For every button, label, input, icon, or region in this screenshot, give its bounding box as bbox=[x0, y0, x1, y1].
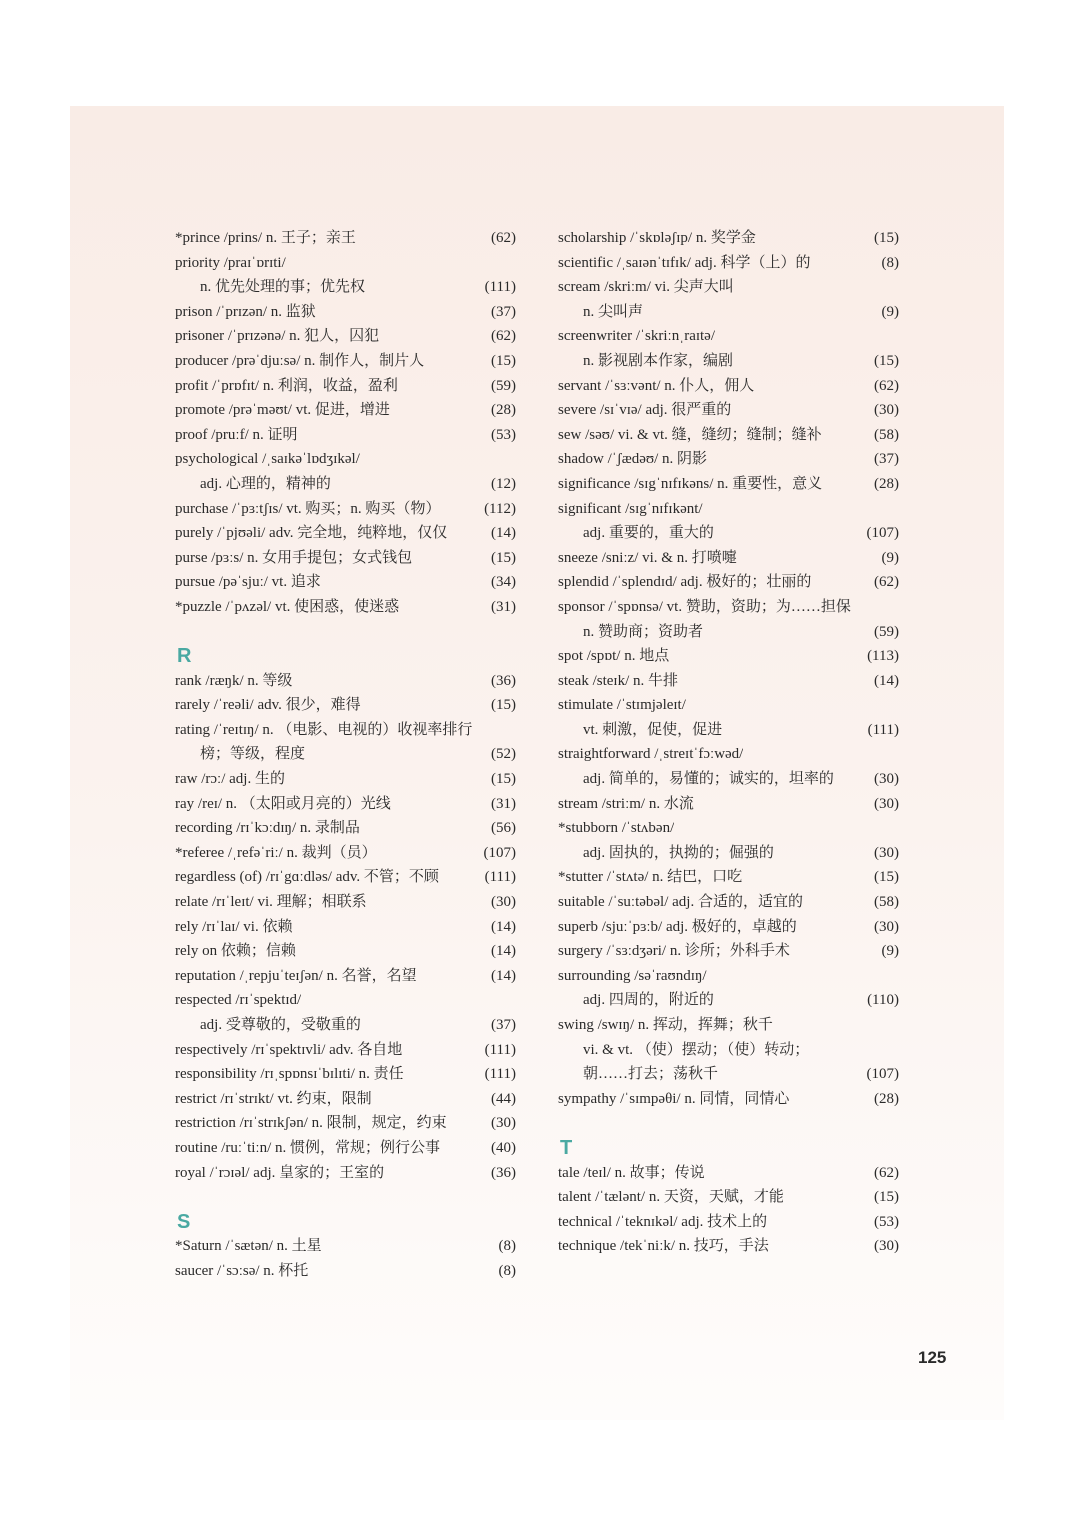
glossary-entry bbox=[175, 447, 516, 472]
entry-page-ref: (8) bbox=[498, 1262, 516, 1279]
entry-text: vi. & vt. （使）摆动；（使）转动； bbox=[583, 1041, 810, 1058]
entry-text: severe /sɪˈvɪə/ adj. 很严重的 bbox=[558, 402, 732, 419]
entry-text: n. 影视剧本作家，编剧 bbox=[583, 352, 734, 369]
glossary-entry bbox=[175, 1087, 516, 1112]
entry-page-ref: (15) bbox=[491, 352, 516, 369]
entry-text: adj. 受尊敬的，受敬重的 bbox=[200, 1017, 361, 1033]
glossary-entry bbox=[558, 890, 899, 915]
entry-page-ref: (58) bbox=[874, 426, 899, 443]
glossary-entry bbox=[558, 1013, 899, 1038]
glossary-entry bbox=[558, 865, 899, 890]
entry-page-ref bbox=[512, 251, 516, 276]
entry-text: rely /rɪˈlaɪ/ vi. 依赖 bbox=[175, 918, 293, 935]
glossary-entry bbox=[558, 349, 899, 374]
entry-text: rating /ˈreɪtɪŋ/ n. （电影、电视的）收视率排行 bbox=[175, 721, 473, 738]
entry-page-ref: (107) bbox=[483, 844, 516, 861]
entry-text: *stubborn /ˈstʌbən/ bbox=[558, 820, 675, 837]
entry-page-ref bbox=[895, 497, 899, 522]
entry-text: 榜；等级，程度 bbox=[200, 746, 306, 763]
entry-page-ref bbox=[895, 816, 899, 841]
entry-page-ref: (28) bbox=[491, 402, 516, 419]
entry-text: straightforward /ˌstreɪtˈfɔːwəd/ bbox=[558, 746, 744, 763]
entry-text: saucer /ˈsɔːsə/ n. 杯托 bbox=[175, 1262, 309, 1279]
entry-text: scientific /ˌsaɪənˈtɪfɪk/ adj. 科学（上）的 bbox=[558, 254, 811, 271]
glossary-entry bbox=[175, 964, 516, 989]
glossary-entry bbox=[558, 1038, 899, 1063]
entry-text: servant /ˈsɜːvənt/ n. 仆人，佣人 bbox=[558, 377, 755, 394]
entry-text: superb /sjuːˈpɜːb/ adj. 极好的，卓越的 bbox=[558, 918, 797, 935]
glossary-entry bbox=[558, 570, 899, 595]
entry-page-ref bbox=[512, 988, 516, 1013]
entry-text: purchase /ˈpɜːtʃɪs/ vt. 购买；n. 购买（物） bbox=[175, 500, 441, 517]
glossary-entry bbox=[175, 865, 516, 890]
entry-page-ref: (15) bbox=[491, 771, 516, 788]
entry-text: tale /teɪl/ n. 故事；传说 bbox=[558, 1164, 705, 1181]
entry-text: purely /ˈpjʊəli/ adv. 完全地，纯粹地，仅仅 bbox=[175, 525, 448, 542]
entry-text: respected /rɪˈspektɪd/ bbox=[175, 992, 302, 1009]
glossary-entry bbox=[558, 497, 899, 522]
page-number: 125 bbox=[918, 1348, 947, 1367]
entry-page-ref: (53) bbox=[491, 426, 516, 443]
section-spacer bbox=[175, 1185, 516, 1210]
section-letter-heading: S bbox=[177, 1210, 191, 1233]
entry-page-ref: (9) bbox=[881, 943, 899, 960]
entry-text: producer /prəˈdjuːsə/ n. 制作人，制片人 bbox=[175, 352, 425, 369]
glossary-entry bbox=[558, 718, 899, 743]
glossary-entry bbox=[558, 964, 899, 989]
entry-text: splendid /ˈsplendɪd/ adj. 极好的；壮丽的 bbox=[558, 574, 812, 591]
entry-text: *Saturn /ˈsætən/ n. 土星 bbox=[175, 1238, 322, 1255]
glossary-entry bbox=[175, 841, 516, 866]
glossary-entry bbox=[175, 1038, 516, 1063]
entry-text: n. 尖叫声 bbox=[583, 303, 644, 320]
entry-text: scream /skriːm/ vi. 尖声大叫 bbox=[558, 279, 734, 296]
entry-page-ref: (111) bbox=[867, 721, 899, 738]
glossary-entry bbox=[558, 447, 899, 472]
glossary-entry bbox=[175, 742, 516, 767]
glossary-entry bbox=[558, 521, 899, 546]
entry-text: adj. 简单的，易懂的；诚实的，坦率的 bbox=[583, 771, 834, 788]
glossary-entry bbox=[558, 620, 899, 645]
section-spacer bbox=[175, 620, 516, 645]
glossary-entry bbox=[175, 226, 516, 251]
entry-page-ref: (36) bbox=[491, 672, 516, 689]
entry-page-ref: (14) bbox=[491, 943, 516, 960]
entry-page-ref: (31) bbox=[491, 795, 516, 812]
entry-page-ref: (110) bbox=[867, 992, 899, 1009]
glossary-entry bbox=[558, 1161, 899, 1186]
right-column bbox=[558, 226, 899, 1259]
entry-text: recording /rɪˈkɔːdɪŋ/ n. 录制品 bbox=[175, 820, 360, 837]
entry-text: restrict /rɪˈstrɪkt/ vt. 约束，限制 bbox=[175, 1090, 372, 1107]
entry-text: routine /ruːˈtiːn/ n. 惯例，常规；例行公事 bbox=[175, 1139, 440, 1156]
entry-text: *stutter /ˈstʌtə/ n. 结巴，口吃 bbox=[558, 869, 743, 886]
entry-text: stream /striːm/ n. 水流 bbox=[558, 795, 694, 812]
entry-text: sneeze /sniːz/ vi. & n. 打喷嚏 bbox=[558, 549, 737, 566]
glossary-entry bbox=[558, 767, 899, 792]
entry-text: n. 赞助商；资助者 bbox=[583, 623, 704, 640]
glossary-entry bbox=[175, 570, 516, 595]
entry-page-ref: (59) bbox=[491, 377, 516, 394]
entry-text: rely on 依赖；信赖 bbox=[175, 943, 296, 960]
entry-page-ref: (9) bbox=[881, 303, 899, 320]
entry-page-ref: (30) bbox=[874, 844, 899, 861]
entry-page-ref: (28) bbox=[874, 475, 899, 492]
entry-text: promote /prəˈməʊt/ vt. 促进，增进 bbox=[175, 402, 390, 419]
entry-text: scholarship /ˈskɒləʃɪp/ n. 奖学金 bbox=[558, 230, 756, 246]
entry-text: 朝……打去；荡秋千 bbox=[583, 1066, 719, 1083]
entry-page-ref: (111) bbox=[484, 1066, 516, 1083]
entry-page-ref: (34) bbox=[491, 574, 516, 591]
entry-text: royal /ˈrɔɪəl/ adj. 皇家的；王室的 bbox=[175, 1164, 385, 1181]
entry-page-ref: (36) bbox=[491, 1164, 516, 1181]
entry-page-ref bbox=[895, 1038, 899, 1063]
entry-page-ref: (30) bbox=[874, 771, 899, 788]
entry-page-ref: (14) bbox=[491, 525, 516, 542]
entry-page-ref bbox=[895, 275, 899, 300]
entry-page-ref: (30) bbox=[874, 402, 899, 419]
entry-text: surrounding /səˈraʊndɪŋ/ bbox=[558, 967, 707, 984]
entry-text: rarely /ˈreəli/ adv. 很少，难得 bbox=[175, 697, 361, 714]
entry-page-ref: (44) bbox=[491, 1090, 516, 1107]
glossary-entry bbox=[558, 324, 899, 349]
entry-page-ref: (111) bbox=[484, 869, 516, 886]
entry-text: responsibility /rɪˌspɒnsɪˈbɪlɪti/ n. 责任 bbox=[175, 1066, 404, 1083]
entry-text: suitable /ˈsuːtəbəl/ adj. 合适的，适宜的 bbox=[558, 894, 803, 911]
entry-text: reputation /ˌrepjuˈteɪʃən/ n. 名誉，名望 bbox=[175, 967, 417, 984]
glossary-entry bbox=[558, 792, 899, 817]
entry-page-ref: (53) bbox=[874, 1213, 899, 1230]
glossary-entry bbox=[558, 226, 899, 251]
glossary-entry bbox=[175, 251, 516, 276]
entry-text: talent /ˈtælənt/ n. 天资，天赋，才能 bbox=[558, 1189, 784, 1206]
entry-page-ref: (52) bbox=[491, 746, 516, 763]
entry-text: relate /rɪˈleɪt/ vi. 理解；相联系 bbox=[175, 894, 367, 911]
entry-page-ref: (15) bbox=[874, 1189, 899, 1206]
glossary-entry bbox=[558, 1234, 899, 1259]
glossary-entry bbox=[175, 521, 516, 546]
glossary-entry bbox=[175, 939, 516, 964]
entry-text: regardless (of) /rɪˈgɑːdləs/ adv. 不管；不顾 bbox=[175, 869, 439, 886]
entry-page-ref: (8) bbox=[498, 1238, 516, 1255]
entry-text: adj. 固执的，执拗的；倔强的 bbox=[583, 844, 774, 861]
entry-page-ref: (62) bbox=[491, 230, 516, 246]
entry-page-ref: (30) bbox=[874, 918, 899, 935]
glossary-entry bbox=[175, 472, 516, 497]
entry-text: significance /sɪgˈnɪfɪkəns/ n. 重要性，意义 bbox=[558, 475, 823, 492]
entry-text: *prince /prins/ n. 王子；亲王 bbox=[175, 230, 356, 246]
glossary-entry bbox=[175, 792, 516, 817]
entry-page-ref: (28) bbox=[874, 1090, 899, 1107]
glossary-entry bbox=[175, 374, 516, 399]
entry-page-ref: (40) bbox=[491, 1139, 516, 1156]
entry-page-ref bbox=[895, 964, 899, 989]
entry-text: pursue /pəˈsjuː/ vt. 追求 bbox=[175, 574, 321, 591]
section-letter-heading: R bbox=[177, 645, 192, 668]
entry-page-ref: (56) bbox=[491, 820, 516, 837]
glossary-entry bbox=[558, 742, 899, 767]
entry-text: significant /sɪgˈnɪfɪkənt/ bbox=[558, 500, 703, 517]
entry-page-ref: (113) bbox=[867, 648, 899, 665]
entry-page-ref: (112) bbox=[484, 500, 516, 517]
entry-text: vt. 刺激，促使，促进 bbox=[583, 721, 723, 738]
entry-page-ref: (62) bbox=[874, 1164, 899, 1181]
glossary-entry bbox=[175, 349, 516, 374]
entry-text: *referee /ˌrefəˈriː/ n. 裁判（员） bbox=[175, 844, 377, 861]
glossary-entry bbox=[558, 251, 899, 276]
glossary-entry bbox=[558, 644, 899, 669]
entry-text: n. 优先处理的事；优先权 bbox=[200, 279, 366, 296]
glossary-entry bbox=[175, 915, 516, 940]
entry-text: surgery /ˈsɜːdʒəri/ n. 诊所；外科手术 bbox=[558, 943, 790, 960]
entry-text: ray /reɪ/ n. （太阳或月亮的）光线 bbox=[175, 795, 391, 812]
entry-text: rank /ræŋk/ n. 等级 bbox=[175, 672, 293, 689]
entry-page-ref: (15) bbox=[491, 549, 516, 566]
entry-text: sew /səʊ/ vi. & vt. 缝，缝纫；缝制；缝补 bbox=[558, 426, 822, 443]
entry-page-ref: (107) bbox=[866, 1066, 899, 1083]
entry-page-ref: (30) bbox=[874, 1238, 899, 1255]
glossary-entry bbox=[558, 374, 899, 399]
glossary-entry bbox=[175, 1161, 516, 1186]
entry-text: adj. 重要的，重大的 bbox=[583, 525, 714, 542]
entry-page-ref: (62) bbox=[874, 574, 899, 591]
glossary-entry bbox=[558, 398, 899, 423]
entry-text: psychological /ˌsaɪkəˈlɒdʒɪkəl/ bbox=[175, 451, 360, 468]
entry-page-ref: (59) bbox=[874, 623, 899, 640]
glossary-entry bbox=[558, 546, 899, 571]
entry-page-ref bbox=[512, 447, 516, 472]
entry-page-ref: (14) bbox=[491, 967, 516, 984]
entry-page-ref: (14) bbox=[491, 918, 516, 935]
entry-page-ref: (15) bbox=[874, 230, 899, 246]
glossary-entry bbox=[558, 816, 899, 841]
entry-page-ref bbox=[895, 324, 899, 349]
entry-text: shadow /ˈʃædəʊ/ n. 阴影 bbox=[558, 451, 708, 468]
entry-text: technical /ˈteknɪkəl/ adj. 技术上的 bbox=[558, 1213, 768, 1230]
entry-page-ref: (9) bbox=[881, 549, 899, 566]
entry-text: profit /ˈprɒfɪt/ n. 利润，收益，盈利 bbox=[175, 377, 398, 394]
glossary-entry bbox=[558, 1087, 899, 1112]
entry-page-ref: (30) bbox=[491, 1115, 516, 1132]
glossary-entry bbox=[175, 767, 516, 792]
glossary-entry bbox=[175, 1234, 516, 1259]
entry-text: prisoner /ˈprɪzənə/ n. 犯人，囚犯 bbox=[175, 328, 380, 345]
glossary-entry bbox=[175, 693, 516, 718]
glossary-entry bbox=[558, 1062, 899, 1087]
entry-page-ref bbox=[895, 1013, 899, 1038]
glossary-entry bbox=[558, 300, 899, 325]
glossary-entry bbox=[175, 1136, 516, 1161]
entry-page-ref: (111) bbox=[484, 279, 516, 296]
entry-page-ref: (15) bbox=[874, 869, 899, 886]
glossary-entry bbox=[558, 275, 899, 300]
entry-text: screenwriter /ˈskriːnˌraɪtə/ bbox=[558, 328, 716, 345]
glossary-entry bbox=[175, 423, 516, 448]
glossary-entry bbox=[558, 915, 899, 940]
entry-page-ref: (107) bbox=[866, 525, 899, 542]
entry-text: adj. 心理的，精神的 bbox=[200, 475, 331, 492]
glossary-entry bbox=[558, 1185, 899, 1210]
glossary-entry bbox=[175, 816, 516, 841]
entry-text: proof /pruːf/ n. 证明 bbox=[175, 426, 298, 443]
glossary-entry bbox=[175, 497, 516, 522]
glossary-entry bbox=[175, 1259, 516, 1284]
entry-text: raw /rɔː/ adj. 生的 bbox=[175, 771, 285, 788]
entry-page-ref: (8) bbox=[881, 254, 899, 271]
entry-text: steak /steɪk/ n. 牛排 bbox=[558, 672, 678, 689]
entry-text: sympathy /ˈsɪmpəθi/ n. 同情，同情心 bbox=[558, 1090, 790, 1107]
entry-text: swing /swɪŋ/ n. 挥动，挥舞；秋千 bbox=[558, 1017, 773, 1033]
glossary-entry bbox=[175, 546, 516, 571]
glossary-entry bbox=[175, 324, 516, 349]
entry-page-ref: (62) bbox=[491, 328, 516, 345]
entry-page-ref: (37) bbox=[491, 1017, 516, 1033]
entry-page-ref: (15) bbox=[491, 697, 516, 714]
entry-text: adj. 四周的，附近的 bbox=[583, 992, 714, 1009]
entry-text: technique /tekˈniːk/ n. 技巧，手法 bbox=[558, 1238, 769, 1255]
entry-page-ref: (37) bbox=[874, 451, 899, 468]
entry-page-ref: (111) bbox=[484, 1041, 516, 1058]
glossary-entry bbox=[175, 718, 516, 743]
glossary-entry bbox=[175, 1062, 516, 1087]
entry-text: spot /spɒt/ n. 地点 bbox=[558, 648, 670, 665]
entry-text: purse /pɜːs/ n. 女用手提包；女式钱包 bbox=[175, 549, 413, 566]
entry-text: prison /ˈprɪzən/ n. 监狱 bbox=[175, 303, 316, 320]
section-spacer bbox=[558, 1111, 899, 1136]
entry-page-ref: (30) bbox=[491, 894, 516, 911]
section-letter-heading: T bbox=[560, 1136, 573, 1159]
glossary-entry bbox=[175, 988, 516, 1013]
glossary-entry bbox=[175, 398, 516, 423]
glossary-entry bbox=[175, 275, 516, 300]
entry-page-ref: (62) bbox=[874, 377, 899, 394]
entry-text: sponsor /ˈspɒnsə/ vt. 赞助，资助；为……担保 bbox=[558, 598, 851, 615]
glossary-entry bbox=[558, 939, 899, 964]
entry-page-ref: (15) bbox=[874, 352, 899, 369]
entry-text: respectively /rɪˈspektɪvli/ adv. 各自地 bbox=[175, 1041, 403, 1058]
glossary-entry bbox=[558, 423, 899, 448]
entry-text: *puzzle /ˈpʌzəl/ vt. 使困惑，使迷惑 bbox=[175, 598, 400, 615]
glossary-entry bbox=[558, 841, 899, 866]
entry-text: priority /praɪˈɒrɪti/ bbox=[175, 254, 286, 271]
glossary-entry bbox=[175, 1013, 516, 1038]
glossary-entry bbox=[175, 300, 516, 325]
entry-page-ref: (37) bbox=[491, 303, 516, 320]
entry-text: restriction /rɪˈstrɪkʃən/ n. 限制，规定，约束 bbox=[175, 1115, 447, 1132]
glossary-entry bbox=[175, 595, 516, 620]
glossary-entry bbox=[558, 669, 899, 694]
glossary-entry bbox=[558, 1210, 899, 1235]
glossary-entry bbox=[558, 988, 899, 1013]
left-column bbox=[175, 226, 516, 1284]
glossary-entry bbox=[558, 693, 899, 718]
entry-page-ref bbox=[895, 693, 899, 718]
glossary-entry bbox=[175, 669, 516, 694]
entry-page-ref: (31) bbox=[491, 598, 516, 615]
glossary-entry bbox=[558, 472, 899, 497]
entry-page-ref bbox=[512, 718, 516, 743]
entry-page-ref: (58) bbox=[874, 894, 899, 911]
entry-page-ref: (30) bbox=[874, 795, 899, 812]
entry-page-ref: (12) bbox=[491, 475, 516, 492]
glossary-entry bbox=[175, 890, 516, 915]
glossary-entry bbox=[558, 595, 899, 620]
entry-page-ref bbox=[895, 742, 899, 767]
glossary-entry bbox=[175, 1111, 516, 1136]
entry-text: stimulate /ˈstɪmjəleɪt/ bbox=[558, 697, 686, 714]
entry-page-ref bbox=[895, 595, 899, 620]
entry-page-ref: (14) bbox=[874, 672, 899, 689]
